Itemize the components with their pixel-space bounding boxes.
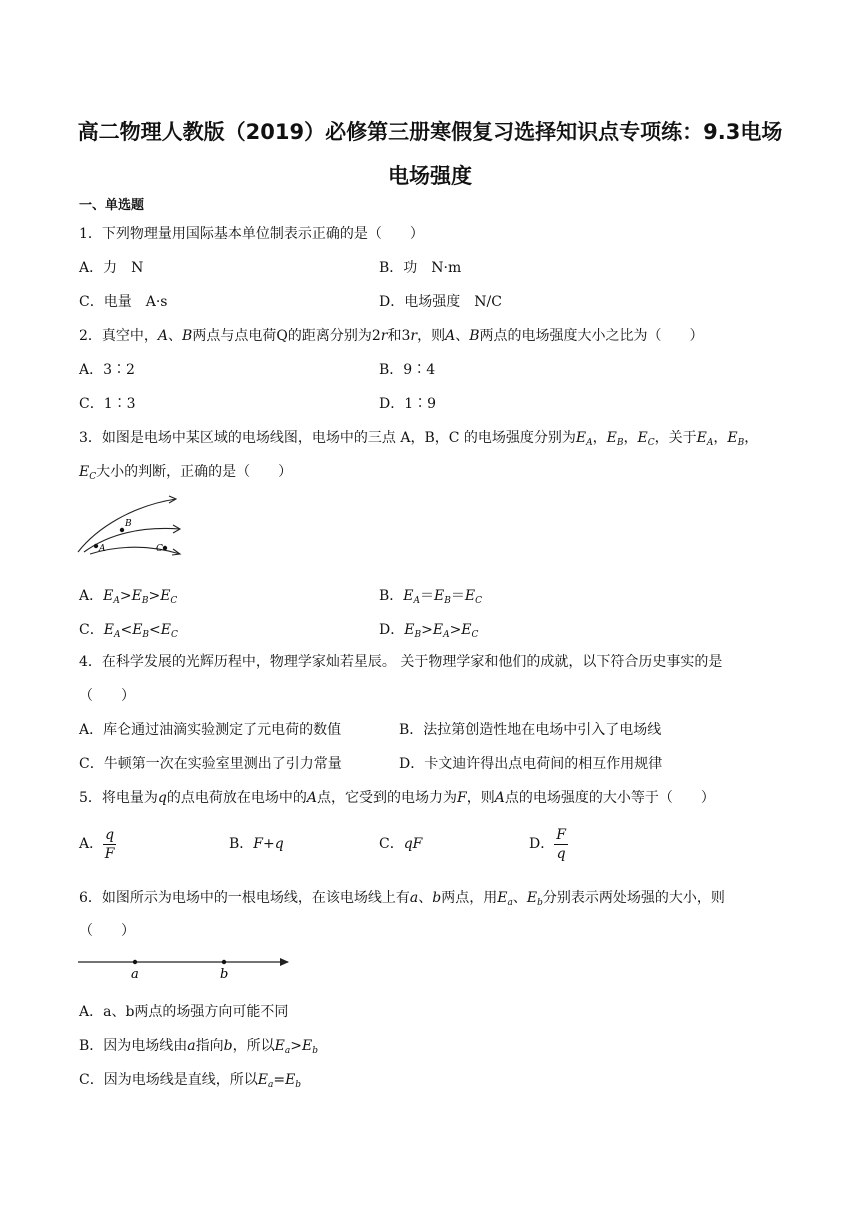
q2-option-b: B．9∶4 — [379, 362, 436, 378]
q2-option-a: A．3∶2 — [79, 362, 135, 378]
q5-option-b: B．F+q — [229, 836, 284, 852]
q6-option-a: A．a、b两点的场强方向可能不同 — [79, 1004, 289, 1020]
q2-option-d: D．1∶9 — [379, 396, 437, 412]
q6-field-line-figure — [76, 952, 296, 982]
label-c: C — [156, 544, 163, 554]
q3-field-line-figure — [76, 494, 186, 556]
q1-option-c: C．电量 A·s — [79, 294, 168, 310]
page-title-line1: 高二物理人教版（2019）必修第三册寒假复习选择知识点专项练：9.3电场 — [77, 120, 783, 144]
q3-stem-line2: $E_C$大小的判断，正确的是（ ） — [79, 464, 293, 482]
label-a: A — [99, 544, 106, 554]
point-b — [120, 528, 124, 532]
q1-stem: 1．下列物理量用国际基本单位制表示正确的是（ ） — [79, 226, 424, 242]
q1-option-a: A．力 N — [79, 260, 144, 276]
section-heading: 一、单选题 — [79, 198, 145, 213]
q3-option-d: D．$E_B>E_A>E_C$ — [379, 622, 479, 640]
label-b: b — [220, 967, 229, 982]
q2-stem: 2．真空中，A、B两点与点电荷Q的距离分别为2r和3r，则A、B两点的电场强度大小之比为（ ） — [79, 328, 704, 344]
q6-option-c: C．因为电场线是直线，所以$E_a=E_b$ — [79, 1072, 302, 1090]
q3-option-a: A．$E_A>E_B>E_C$ — [79, 588, 178, 606]
page-title-line2: 电场强度 — [388, 164, 472, 188]
fraction-q-over-f: $\frac{q}{F}$ — [104, 826, 115, 862]
q3-stem-line1: 3．如图是电场中某区域的电场线图，电场中的三点 A，B，C 的电场强度分别为$E_A$，$E_B$，$E_C$，关于$E_A$，$E_B$， — [79, 430, 759, 448]
q1-option-b: B．功 N·m — [379, 260, 462, 276]
point-a — [133, 960, 137, 964]
q2-option-c: C．1∶3 — [79, 396, 136, 412]
q4-option-a: A．库仑通过油滴实验测定了元电荷的数值 — [79, 722, 342, 738]
q5-option-a: A． $\frac{q}{F}$ — [79, 826, 115, 862]
q3-option-b: B．$E_A=E_B=E_C$ — [379, 588, 483, 606]
q5-stem: 5．将电量为q的点电荷放在电场中的A点，它受到的电场力为F，则A点的电场强度的大小等于（ ） — [79, 790, 715, 806]
q3-option-c: C．$E_A<E_B<E_C$ — [79, 622, 178, 640]
q4-option-c: C．牛顿第一次在实验室里测出了引力常量 — [79, 756, 342, 772]
fraction-f-over-q: $\frac{F}{q}$ — [556, 826, 566, 862]
point-b — [222, 960, 226, 964]
q6-option-b: B．因为电场线由a指向b，所以$E_a>E_b$ — [79, 1038, 318, 1056]
q4-stem-line1: 4．在科学发展的光辉历程中，物理学家灿若星辰。 关于物理学家和他们的成就，以下符合历史事实的是 — [79, 654, 723, 670]
q5-option-d: D． $\frac{F}{q}$ — [529, 826, 566, 862]
point-a — [94, 544, 98, 548]
q5-option-c: C．qF — [379, 836, 423, 852]
label-a: a — [131, 967, 139, 982]
point-c — [163, 546, 167, 550]
q6-stem-line2: （ ） — [79, 923, 135, 939]
q6-stem-line1: 6．如图所示为电场中的一根电场线，在该电场线上有a、b两点，用$E_a$、$E_b$分别表示两处场强的大小，则 — [79, 890, 725, 908]
q4-stem-line2: （ ） — [79, 688, 135, 704]
q4-option-b: B．法拉第创造性地在电场中引入了电场线 — [399, 722, 662, 738]
arrow-icon — [280, 958, 289, 966]
label-b: B — [125, 519, 132, 529]
q1-option-d: D．电场强度 N/C — [379, 294, 502, 310]
q4-option-d: D．卡文迪许得出点电荷间的相互作用规律 — [399, 756, 663, 772]
